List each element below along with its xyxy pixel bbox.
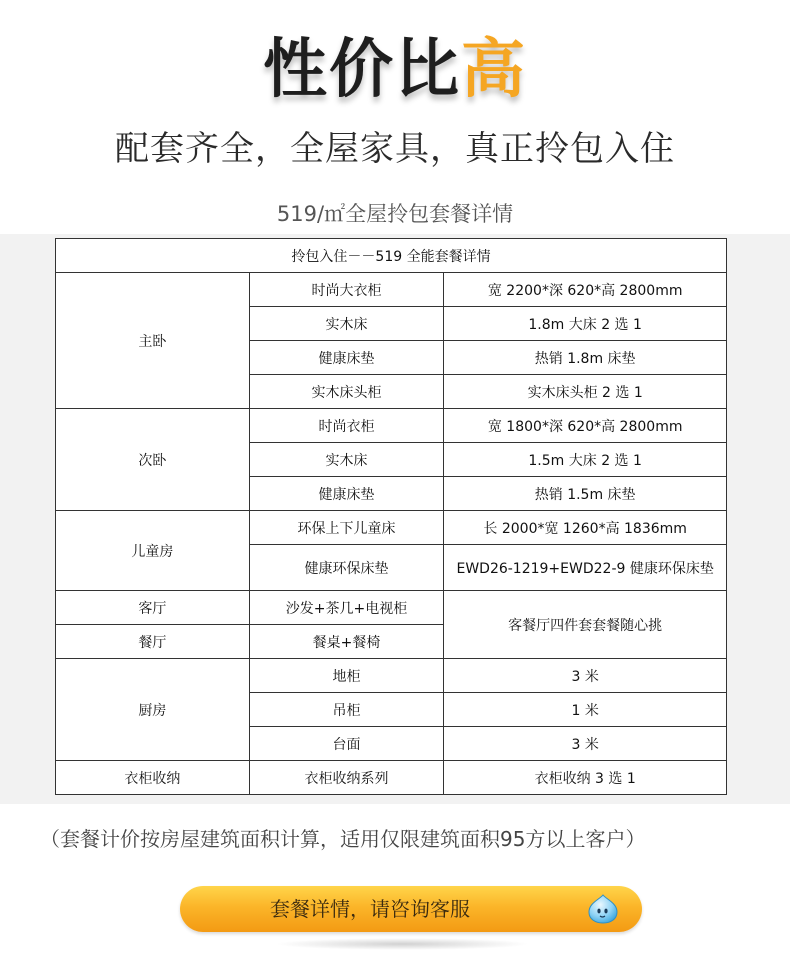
consult-button-label: 套餐详情，请咨询客服 xyxy=(270,897,470,921)
item-name: 吊柜 xyxy=(249,693,444,727)
table-row xyxy=(56,409,727,443)
room-second-bedroom: 次卧 xyxy=(56,409,250,511)
room-kids-room: 儿童房 xyxy=(56,511,250,591)
item-spec: 宽 2200*深 620*高 2800mm xyxy=(444,273,727,307)
room-master-bedroom: 主卧 xyxy=(56,273,250,409)
item-spec: 热销 1.8m 床垫 xyxy=(444,341,727,375)
table-row xyxy=(56,659,727,693)
item-name: 实木床 xyxy=(249,307,444,341)
item-name: 环保上下儿童床 xyxy=(249,511,444,545)
table-title: 拎包入住－－519 全能套餐详情 xyxy=(56,239,727,273)
item-name: 衣柜收纳系列 xyxy=(249,761,444,795)
item-spec: 客餐厅四件套套餐随心挑 xyxy=(444,591,727,659)
table-row xyxy=(56,273,727,307)
room-kitchen: 厨房 xyxy=(56,659,250,761)
package-detail-table xyxy=(55,238,727,795)
item-spec: 1.5m 大床 2 选 1 xyxy=(444,443,727,477)
item-name: 实木床头柜 xyxy=(249,375,444,409)
room-living-room: 客厅 xyxy=(56,591,250,625)
item-name: 健康环保床垫 xyxy=(249,545,444,591)
item-name: 健康床垫 xyxy=(249,477,444,511)
item-spec: 长 2000*宽 1260*高 1836mm xyxy=(444,511,727,545)
item-name: 餐桌+餐椅 xyxy=(249,625,444,659)
item-spec: 衣柜收纳 3 选 1 xyxy=(444,761,727,795)
headline xyxy=(0,30,790,110)
item-spec: 3 米 xyxy=(444,659,727,693)
item-name: 时尚衣柜 xyxy=(249,409,444,443)
consult-service-button[interactable] xyxy=(180,886,642,932)
table-caption: 519/㎡全屋拎包套餐详情 xyxy=(276,202,514,226)
table-row xyxy=(56,761,727,795)
item-spec: 热销 1.5m 床垫 xyxy=(444,477,727,511)
item-name: 实木床 xyxy=(249,443,444,477)
item-name: 健康床垫 xyxy=(249,341,444,375)
item-spec: 3 米 xyxy=(444,727,727,761)
item-name: 地柜 xyxy=(249,659,444,693)
pricing-footnote: （套餐计价按房屋建筑面积计算，适用仅限建筑面积95方以上客户） xyxy=(40,827,646,851)
item-name: 台面 xyxy=(249,727,444,761)
room-dining-room: 餐厅 xyxy=(56,625,250,659)
table-title-row xyxy=(56,239,727,273)
table-row xyxy=(56,591,727,625)
subheadline: 配套齐全，全屋家具，真正拎包入住 xyxy=(115,129,675,169)
item-spec: 实木床头柜 2 选 1 xyxy=(444,375,727,409)
item-name: 时尚大衣柜 xyxy=(249,273,444,307)
item-spec: 1.8m 大床 2 选 1 xyxy=(444,307,727,341)
room-wardrobe: 衣柜收纳 xyxy=(56,761,250,795)
item-spec: EWD26-1219+EWD22-9 健康环保床垫 xyxy=(444,545,727,591)
item-spec: 1 米 xyxy=(444,693,727,727)
item-spec: 宽 1800*深 620*高 2800mm xyxy=(444,409,727,443)
chat-mascot-icon xyxy=(586,893,620,925)
item-name: 沙发+茶几+电视柜 xyxy=(249,591,444,625)
table-row xyxy=(56,511,727,545)
button-shadow xyxy=(275,938,530,950)
headline-main: 性价比 xyxy=(263,33,461,107)
headline-accent: 高 xyxy=(461,33,527,107)
